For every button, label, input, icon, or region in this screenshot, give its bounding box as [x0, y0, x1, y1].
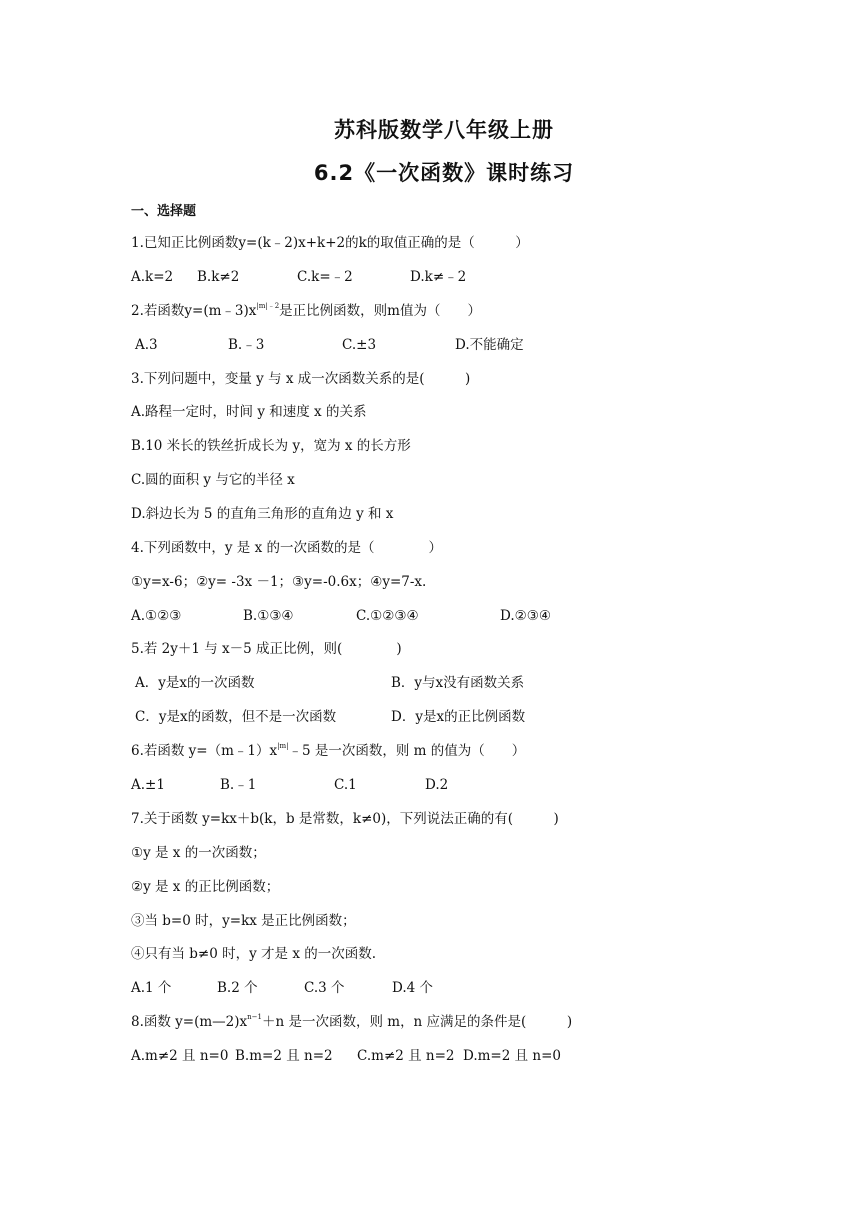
question-2-stem-part-a: 2.若函数y=(m﹣3)x: [131, 303, 257, 319]
question-7-statement-2: ②y 是 x 的正比例函数；: [131, 879, 280, 895]
question-8-option-a: A.m≠2 且 n=0: [131, 1048, 229, 1064]
question-3-option-a: A.路程一定时，时间 y 和速度 x 的关系: [131, 404, 367, 420]
question-6-option-d: D.2: [425, 777, 449, 793]
question-8-exponent: n−1: [247, 1013, 262, 1021]
question-2-option-d: D.不能确定: [455, 337, 524, 353]
question-2-exponent: |m|﹣2: [256, 302, 280, 310]
question-6-option-b: B.﹣1: [220, 777, 257, 793]
question-5-option-d: D．y是x的正比例函数: [391, 709, 526, 725]
question-6-stem: [131, 742, 525, 760]
question-7-option-c: C.3 个: [304, 980, 345, 996]
question-1-option-c: C.k=﹣2: [297, 269, 353, 285]
question-8-option-c: C.m≠2 且 n=2: [357, 1048, 455, 1064]
question-6-option-a: A.±1: [131, 777, 165, 793]
question-1-option-b: B.k≠2: [197, 269, 240, 285]
question-3-option-d: D.斜边长为 5 的直角三角形的直角边 y 和 x: [131, 506, 394, 522]
question-6-exponent: |m|: [277, 742, 289, 750]
question-5-stem: 5.若 2y＋1 与 x－5 成正比例，则( ): [131, 641, 402, 657]
question-2-stem: [131, 302, 481, 320]
question-6-option-c: C.1: [334, 777, 357, 793]
question-6-stem-part-b: ﹣5 是一次函数，则 m 的值为（ ）: [288, 743, 526, 759]
question-3-stem: 3.下列问题中，变量 y 与 x 成一次函数关系的是( ): [131, 371, 471, 387]
question-2-option-b: B.﹣3: [228, 337, 265, 353]
question-5-option-a: A．y是x的一次函数: [135, 675, 255, 691]
question-2-stem-part-b: 是正比例函数，则m值为（ ）: [279, 303, 481, 319]
question-4-option-d: D.②③④: [500, 608, 551, 624]
question-7-stem: 7.关于函数 y=kx＋b(k，b 是常数，k≠0)，下列说法正确的有( ): [131, 811, 559, 827]
question-4-items: ①y=x-6；②y= -3x －1；③y=-0.6x；④y=7-x.: [131, 574, 427, 590]
question-8-stem-part-b: ＋n 是一次函数，则 m，n 应满足的条件是( ): [261, 1014, 573, 1030]
question-7-statement-3: ③当 b=0 时，y=kx 是正比例函数；: [131, 913, 356, 929]
question-8-stem-part-a: 8.函数 y=(m—2)x: [131, 1014, 248, 1030]
question-7-option-d: D.4 个: [392, 980, 434, 996]
question-5-option-b: B．y与x没有函数关系: [391, 675, 525, 691]
question-2-option-c: C.±3: [342, 337, 377, 353]
question-6-stem-part-a: 6.若函数 y=（m﹣1）x: [131, 743, 278, 759]
question-8-stem: [131, 1013, 572, 1031]
document-title: 苏科版数学八年级上册: [334, 118, 554, 142]
question-5-option-c: C．y是x的函数，但不是一次函数: [135, 709, 337, 725]
question-1-option-a: A.k=2: [131, 269, 174, 285]
question-2-option-a: A.3: [135, 337, 158, 353]
question-4-option-b: B.①③④: [243, 608, 294, 624]
section-heading: 一、选择题: [131, 204, 197, 219]
question-8-option-b: B.m=2 且 n=2: [235, 1048, 333, 1064]
document-subtitle: 6.2《一次函数》课时练习: [313, 161, 575, 185]
question-7-statement-4: ④只有当 b≠0 时，y 才是 x 的一次函数.: [131, 946, 377, 962]
question-4-option-c: C.①②③④: [356, 608, 419, 624]
question-1-stem: 1.已知正比例函数y=(k﹣2)x+k+2的k的取值正确的是（ ）: [131, 235, 529, 251]
question-7-option-a: A.1 个: [131, 980, 172, 996]
question-7-statement-1: ①y 是 x 的一次函数；: [131, 845, 266, 861]
question-1-option-d: D.k≠﹣2: [410, 269, 467, 285]
question-3-option-c: C.圆的面积 y 与它的半径 x: [131, 472, 295, 488]
question-4-stem: 4.下列函数中，y 是 x 的一次函数的是（ ）: [131, 540, 442, 556]
question-3-option-b: B.10 米长的铁丝折成长为 y，宽为 x 的长方形: [131, 438, 411, 454]
question-7-option-b: B.2 个: [217, 980, 258, 996]
question-8-option-d: D.m=2 且 n=0: [463, 1048, 562, 1064]
question-4-option-a: A.①②③: [131, 608, 182, 624]
